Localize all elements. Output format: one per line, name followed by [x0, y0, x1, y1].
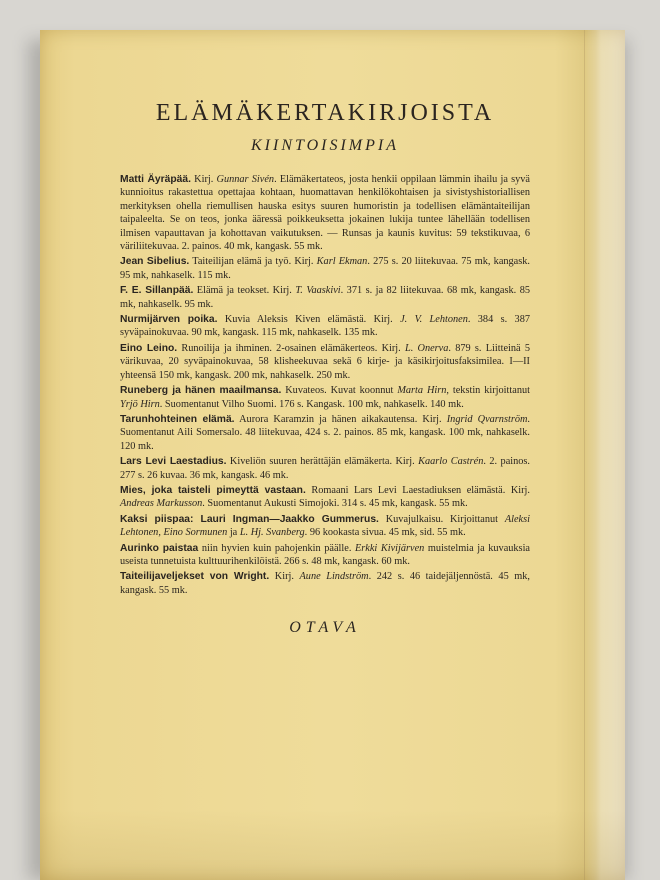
- book-entry-text: . Suomentanut Aukusti Simojoki. 314 s. 45 mk, kangask. 55 mk.: [202, 498, 468, 510]
- book-entry-text: Elämä ja teokset. Kirj.: [193, 285, 296, 297]
- book-entry-text: . 879 s. Liitteinä 5 värikuvaa, 20 syväpainokuvaa, 58 klisheekuvaa sekä 6 kirje- ja käsikirjoitusfaksimilea. I—II yhteensä 150 mk, kangask. 200 mk, nahkaselk. 250 mk.: [120, 342, 530, 381]
- book-entry-author: L. Hj. Svanberg: [239, 527, 305, 539]
- book-entry: [120, 413, 530, 453]
- book-entry-author: Andreas Markusson: [120, 498, 203, 510]
- book-entry-author: L. Onerva: [404, 342, 449, 354]
- book-entry-heading: Runeberg ja hänen maailmansa.: [120, 385, 282, 397]
- book-entry-heading: Tarunhohteinen elämä.: [120, 413, 235, 425]
- book-entry-author: Karl Ekman: [316, 256, 368, 268]
- book-entry-text: Runoilija ja ihminen. 2-osainen elämäkerteos. Kirj.: [177, 342, 405, 354]
- cover-text: [120, 100, 530, 637]
- book-entry-author: T. Vaaskivi: [295, 285, 341, 297]
- book-entry-text: Kuvajulkaisu. Kirjoittanut: [378, 513, 505, 525]
- book-entry-text: . 2. painos. 277 s. 26 kuvaa. 36 mk, kangask. 46 mk.: [120, 456, 531, 481]
- book-entry: [120, 484, 530, 511]
- book-entry: [120, 542, 530, 569]
- book-entry-author: Erkki Kivijärven: [354, 542, 425, 554]
- book-entry: [120, 513, 530, 540]
- book-entry-text: Kirj.: [269, 571, 300, 583]
- book-entry-heading: Mies, joka taisteli pimeyttä vastaan.: [120, 484, 306, 496]
- book-entry: [120, 570, 530, 597]
- book-entry-heading: Nurmijärven poika.: [120, 314, 218, 326]
- book-entry: [120, 313, 530, 340]
- book-entry-heading: Lars Levi Laestadius.: [120, 456, 227, 468]
- book-entry-text: . 96 kookasta sivua. 45 mk, sid. 55 mk.: [304, 527, 466, 539]
- book-entry-author: Aune Lindström: [299, 571, 369, 583]
- book-entry-text: Kiveliön suuren herättäjän elämäkerta. Kirj.: [226, 456, 419, 468]
- book-entry: [120, 342, 530, 382]
- book-entry-text: . 371 s. ja 82 liitekuvaa. 68 mk, kangask. 85 mk, nahkaselk. 95 mk.: [120, 285, 531, 310]
- book-entry-text: . 275 s. 20 liitekuvaa. 75 mk, kangask. 95 mk, nahkaselk. 115 mk.: [120, 256, 530, 281]
- book-entry-author: Aleksi Lehtonen, Eino Sormunen: [120, 513, 530, 539]
- book-entry-text: Kirj.: [191, 174, 217, 185]
- book-entry-text: Aurora Karamzin ja hänen aikakautensa. Kirj.: [234, 413, 447, 425]
- book-entry-text: . Suomentanut Vilho Suomi. 176 s. Kangask. 100 mk, nahkaselk. 140 mk.: [159, 398, 464, 410]
- book-entry-author: Marta Hirn: [397, 385, 447, 397]
- book-entry-heading: Kaksi piispaa: Lauri Ingman—Jaakko Gummerus.: [120, 513, 379, 525]
- publisher-name: OTAVA: [289, 619, 361, 637]
- book-entry-author: J. V. Lehtonen: [400, 314, 468, 326]
- book-entry-heading: Matti Äyräpää.: [120, 174, 191, 185]
- book-entry-author: Ingrid Qvarnström: [446, 413, 528, 425]
- book-entry-text: , tekstin kirjoittanut: [446, 385, 530, 397]
- book-entry-text: . Elämäkertateos, josta henkii oppilaan lämmin ihailu ja syvä kunnioitus rakastettua opettajaa kohtaan, huomattavan henkilökohtaisen ja sivistyshistoriallisen merkityksen ohella riemullisen hauska esitys suuren humoristin ja todellisen elämäntaiteilijan taipaleelta. Se on teos, jonka ääressä poikkeuksetta jokainen lukija tuntee lähellään todellisen ilmisen vapauttavan ja kohottavan vaikutuksen. — Runsas ja kaunis kuvitus: 59 tekstikuvaa, 6 väriliitekuvaa. 2. painos. 40 mk, kangask. 55 mk.: [120, 174, 530, 253]
- book-entry-text: niin hyvien kuin pahojenkin päälle.: [198, 542, 355, 554]
- book-entry: [120, 255, 530, 282]
- book-entry: [120, 173, 530, 253]
- book-entry-text: Kuvateos. Kuvat koonnut: [281, 385, 398, 397]
- book-entry: [120, 284, 530, 311]
- book-entry: [120, 455, 530, 482]
- book-entry-heading: Jean Sibelius.: [120, 256, 190, 268]
- book-entry-heading: Aurinko paistaa: [120, 542, 199, 554]
- book-entry-author: Yrjö Hirn: [120, 398, 160, 410]
- dust-jacket-flap: [584, 30, 625, 880]
- book-entry-text: . Suomentanut Aili Somersalo. 48 liitekuvaa, 424 s. 2. painos. 85 mk, kangask. 100 mk, nahkaselk. 120 mk.: [120, 413, 530, 452]
- book-entry-heading: F. E. Sillanpää.: [120, 285, 194, 297]
- book-entry-text: Taiteilijan elämä ja työ. Kirj.: [189, 256, 317, 268]
- book-entry-author: Kaarlo Castrén: [418, 456, 484, 468]
- cover-bottom-edge: [40, 810, 625, 880]
- cover-title: ELÄMÄKERTAKIRJOISTA: [155, 100, 495, 126]
- book-entry-text: . 242 s. 46 taidejäljennöstä. 45 mk, kangask. 55 mk.: [120, 571, 531, 596]
- book-entry-text: . 384 s. 387 syväpainokuvaa. 90 mk, kangask. 115 mk, nahkaselk. 135 mk.: [120, 314, 530, 339]
- book-entry-heading: Eino Leino.: [120, 342, 178, 354]
- book-entry: [120, 384, 530, 411]
- book-entry-text: ja: [227, 527, 240, 539]
- book-entry-text: Kuvia Aleksis Kiven elämästä. Kirj.: [217, 314, 401, 326]
- book-entry-text: Romaani Lars Levi Laestadiuksen elämästä. Kirj.: [305, 484, 530, 496]
- book-entry-author: Gunnar Sivén: [216, 174, 275, 185]
- book-list: [120, 173, 530, 597]
- cover-subtitle: KIINTOISIMPIA: [250, 137, 400, 154]
- book-entry-heading: Taiteilijaveljekset von Wright.: [120, 571, 270, 583]
- book-entry-text: muistelmia ja kuvauksia useista tunnetuista kulttuurihenkilöistä. 266 s. 48 mk, kangask. 60 mk.: [120, 542, 530, 567]
